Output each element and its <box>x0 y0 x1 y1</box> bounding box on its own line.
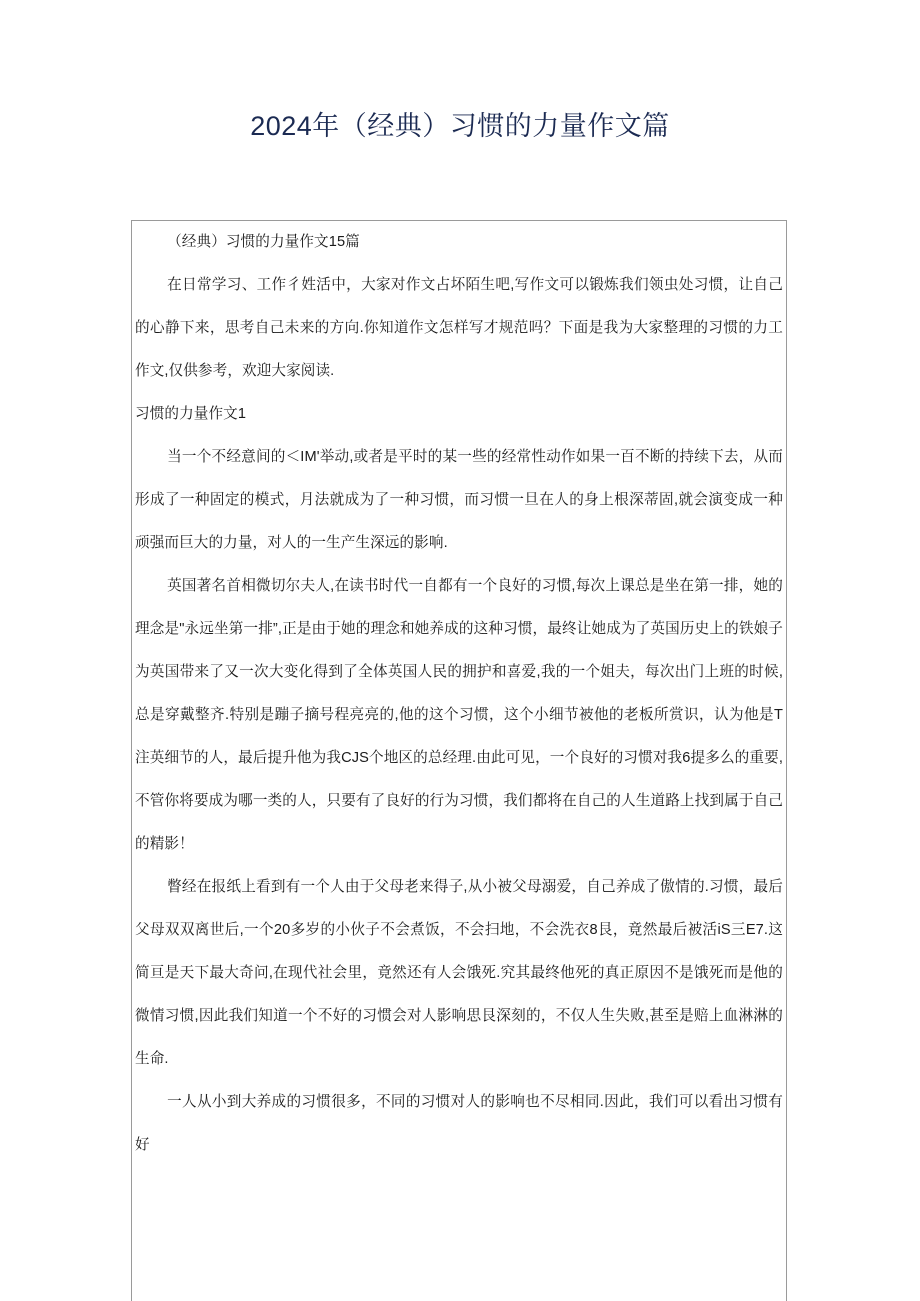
paragraph-3: 瞥经在报纸上看到有一个人由于父母老来得子,从小被父母溺爱，自己养成了傲情的.习惯，最后父母双双离世后,一个20多岁的小伙子不会煮饭，不会扫地，不会洗衣8艮，竟然最后被活iS三E7.这简亘是天下最大奇问,在现代社会里，竟然还有人会饿死.究其最终他死的真正原因不是饿死而是他的微情习惯,因此我们知道一个不好的习惯会对人影响思艮深刻的，不仅人生失败,甚至是赔上血淋淋的生命. <box>135 879 783 1067</box>
paragraph-intro: 在日常学习、工作彳姓活中，大家对作文占坏陌生吧,写作文可以锻炼我们领虫处习惯，让自己的心静下来，思考自己未来的方向.你知道作文怎样写才规范吗？下面是我为大家整理的习惯的力工作文,仅供参考，欢迎大家阅读. <box>135 277 783 379</box>
content-heading: （经典）习惯的力量作文15篇 <box>167 234 360 250</box>
paragraph-2: 英国著名首相微切尔夫人,在读书时代一自都有一个良好的习惯,每次上课总是坐在第一排，她的理念是"永远坐第一排”,正是由于她的理念和她养成的这种习惯，最终让她成为了英国历史上的铁娘子为英国带来了又一次大变化得到了全体英国人民的拥护和喜爱,我的一个姐夫，每次出门上班的时候,总是穿戴整齐.特别是蹦子摘号程亮亮的,他的这个习惯，这个小细节被他的老板所赏识，认为他是T注英细节的人，最后提升他为我CJS个地区的总经理.由此可见，一个良好的习惯对我6提多么的重要,不管你将要成为哪一类的人，只要有了良好的行为习惯，我们都将在自己的人生道路上找到属于自己的精影！ <box>135 578 783 852</box>
content-body <box>132 221 786 1167</box>
paragraph-4: 一人从小到大养成的习惯很多，不同的习惯对人的影响也不尽相同.因此，我们可以看出习惯有好 <box>135 1094 783 1153</box>
page-title: 2024年（经典）习惯的力量作文篇 <box>250 111 670 141</box>
content-frame <box>131 220 787 1301</box>
section-heading-1: 习惯的力量作文1 <box>135 406 247 422</box>
paragraph-1: 当一个不经意间的＜IM'举动,或者是平时的某一些的经常性动作如果一百不断的持续下去，从而形成了一种固定的模式，月法就成为了一种习惯，而习惯一旦在人的身上根深蒂固,就会演变成一种顽强而巨大的力量，对人的一生产生深远的影响. <box>135 449 783 551</box>
